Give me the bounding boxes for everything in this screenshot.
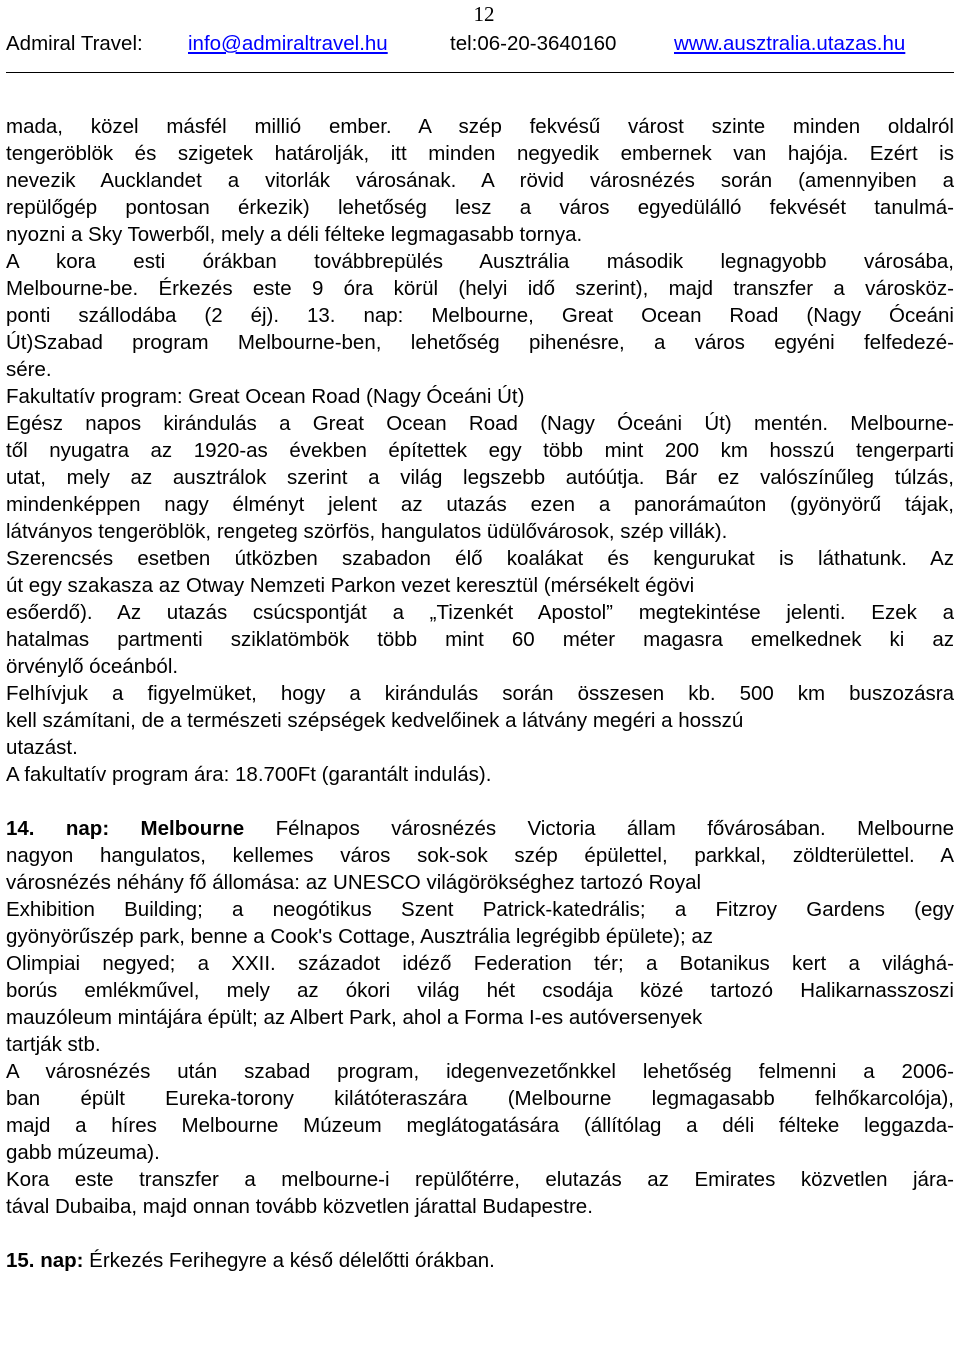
paragraph-gap — [6, 1220, 954, 1247]
text-line: hatalmas partmenti sziklatömbök több mint 60 méter magasra emelkednek ki az — [6, 628, 954, 651]
text-line: városnézés néhány fő állomása: az UNESCO világörökséghez tartozó Royal — [6, 871, 702, 894]
header-divider — [6, 72, 954, 73]
day15-text: Érkezés Ferihegyre a késő délelőtti órákban. — [83, 1249, 495, 1272]
text-line: látványos tengeröblök, rengeteg szörfös, hangulatos üdülővárosok, szép villák). — [6, 520, 728, 543]
text-line: A fakultatív program ára: 18.700Ft (garantált indulás). — [6, 763, 492, 786]
text-line: Felhívjuk a figyelmüket, hogy a kirándulás során összesen kb. 500 km buszozásra — [6, 682, 954, 705]
text-line: Szerencsés esetben útközben szabadon élő koalákat és kengurukat is láthatunk. Az — [6, 547, 954, 570]
paragraph-day14 — [6, 815, 954, 1220]
header-email-link[interactable]: info@admiraltravel.hu — [188, 32, 388, 55]
text-line: repülőgép pontosan érkezik) lehetőség lesz a város egyedülálló fekvését tanulmá- — [6, 196, 954, 219]
page-number: 12 — [473, 2, 495, 26]
text-line: nagyon hangulatos, kellemes város sok-sok szép épülettel, parkkal, zöldterülettel. A — [6, 844, 954, 867]
text-line: majd a híres Melbourne Múzeum meglátogatására (állítólag a déli félteke leggazda- — [6, 1114, 954, 1137]
text-line: tával Dubaiba, majd onnan tovább közvetlen járattal Budapestre. — [6, 1195, 593, 1218]
text-line — [6, 1247, 954, 1274]
page-header — [6, 32, 950, 60]
text-line: borús emlékművel, mely az ókori világ hét csodája közé tartozó Halikarnasszoszi — [6, 979, 954, 1002]
text-line: Egész napos kirándulás a Great Ocean Road (Nagy Óceáni Út) mentén. Melbourne- — [6, 412, 954, 435]
text-line: nyozni a Sky Towerből, mely a déli félteke legmagasabb tornya. — [6, 223, 583, 246]
text-line: A városnézés után szabad program, idegenvezetőnkkel lehetőség felmenni a 2006- — [6, 1060, 954, 1083]
text-line: mauzóleum mintájára épült; az Albert Park, ahol a Forma I-es autóversenyek — [6, 1006, 703, 1029]
paragraph-day15 — [6, 1247, 954, 1274]
header-agency: Admiral Travel: — [6, 32, 143, 55]
text-line: A kora esti órákban továbbrepülés Ausztrália második legnagyobb városába, — [6, 250, 954, 273]
text-line — [6, 815, 954, 842]
day14-heading: 14. nap: Melbourne — [6, 817, 245, 840]
text-line: ponti szállodába (2 éj). 13. nap: Melbourne, Great Ocean Road (Nagy Óceáni — [6, 304, 954, 327]
text-line: út egy szakasza az Otway Nemzeti Parkon vezet keresztül (mérsékelt égövi — [6, 574, 695, 597]
text-line: örvénylő óceánból. — [6, 655, 179, 678]
text-line: től nyugatra az 1920-as években építettek egy több mint 200 km hosszú tengerparti — [6, 439, 954, 462]
text-line: ban épült Eureka-torony kilátóteraszára (Melbourne legmagasabb felhőkarcolója), — [6, 1087, 954, 1110]
header-phone: tel:06-20-3640160 — [450, 32, 617, 55]
text-line: Fakultatív program: Great Ocean Road (Nagy Óceáni Út) — [6, 385, 525, 408]
text-line: Melbourne-be. Érkezés este 9 óra körül (helyi idő szerint), majd transzfer a városköz- — [6, 277, 954, 300]
day14-first-line: Félnapos városnézés Victoria állam fővárosában. Melbourne — [244, 817, 955, 840]
text-line: gabb múzeuma). — [6, 1141, 160, 1164]
document-body — [6, 113, 954, 1274]
day15-heading: 15. nap: — [6, 1249, 84, 1272]
text-line: tartják stb. — [6, 1033, 101, 1056]
paragraph-day13 — [6, 113, 954, 788]
text-line: Olimpiai negyed; a XXII. századot idéző Federation tér; a Botanikus kert a világhá- — [6, 952, 954, 975]
text-line: mada, közel másfél millió ember. A szép fekvésű várost szinte minden oldalról — [6, 115, 954, 138]
text-line: sére. — [6, 358, 52, 381]
text-line: mindenképpen nagy élményt jelent az utazás ezen a panorámaúton (gyönyörű tájak, — [6, 493, 954, 516]
text-line: utat, mely az ausztrálok szerint a világ legszebb autóútja. Bár ez valószínűleg túlzás, — [6, 466, 954, 489]
text-line: Út)Szabad program Melbourne-ben, lehetőség pihenésre, a város egyéni felfedezé- — [6, 331, 954, 354]
text-line: esőerdő). Az utazás csúcspontját a „Tizenkét Apostol” megtekintése jelenti. Ezek a — [6, 601, 954, 624]
text-line: Exhibition Building; a neogótikus Szent Patrick-katedrális; a Fitzroy Gardens (egy — [6, 898, 954, 921]
text-line: kell számítani, de a természeti szépségek kedvelőinek a látvány megéri a hosszú — [6, 709, 744, 732]
paragraph-gap — [6, 788, 954, 815]
text-line: Kora este transzfer a melbourne-i repülőtérre, elutazás az Emirates közvetlen jára- — [6, 1168, 954, 1191]
text-line: nevezik Aucklandet a vitorlák városának. A rövid városnézés során (amennyiben a — [6, 169, 954, 192]
header-website-link[interactable]: www.ausztralia.utazas.hu — [674, 32, 906, 55]
text-line: utazást. — [6, 736, 78, 759]
text-line: tengeröblök és szigetek határolják, itt minden negyedik embernek van hajója. Ezért is — [6, 142, 954, 165]
text-line: gyönyörűszép park, benne a Cook's Cottage, Ausztrália legrégibb épülete); az — [6, 925, 714, 948]
